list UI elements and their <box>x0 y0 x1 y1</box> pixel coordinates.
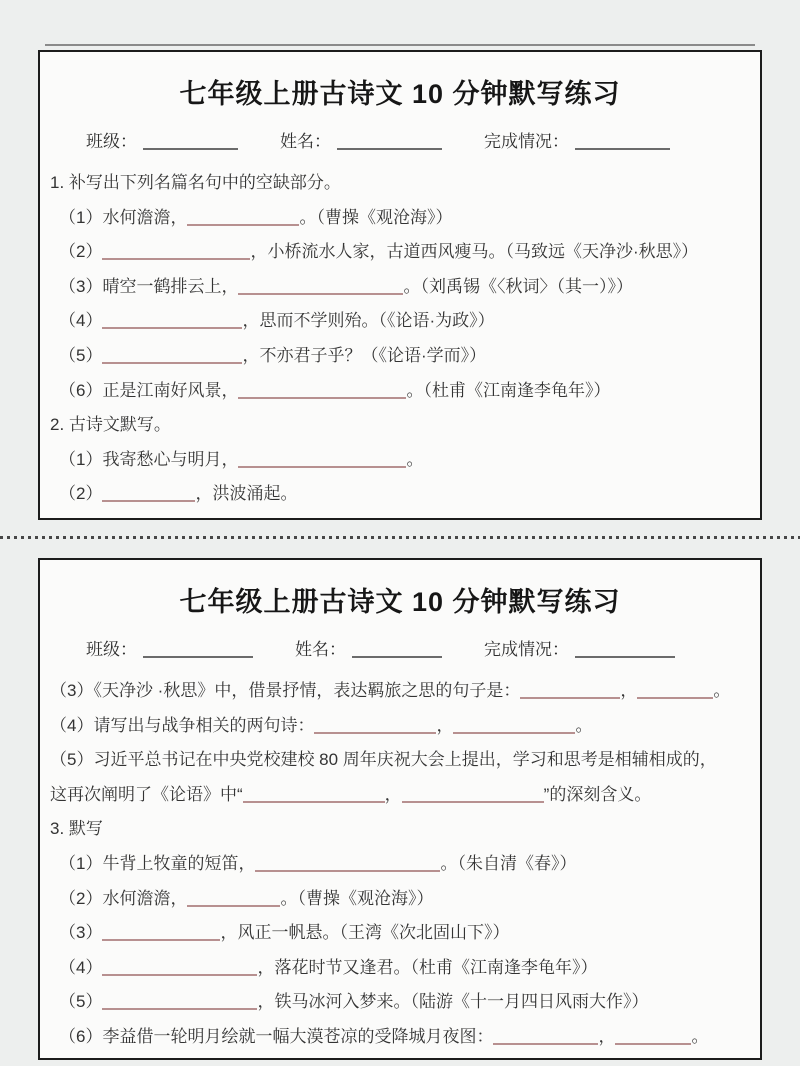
line-text: ”的深刻含义。 <box>543 784 652 804</box>
line-text: ， <box>436 715 454 735</box>
worksheet-panel-1 <box>38 50 762 520</box>
line-text: ，思而不学则殆。（《论语·为政》） <box>242 311 495 331</box>
line-text: （4） <box>59 311 103 331</box>
line-text: 3. 默写 <box>50 819 103 839</box>
question-line <box>50 443 752 478</box>
meta-blank[interactable] <box>575 639 675 658</box>
answer-blank[interactable] <box>493 1026 598 1045</box>
answer-blank[interactable] <box>187 888 280 907</box>
line-text: （1）水何澹澹， <box>59 207 188 227</box>
line-text: 。（曹操《观沧海》） <box>299 207 453 227</box>
question-line <box>50 812 752 847</box>
question-lines <box>40 152 760 512</box>
meta-blank[interactable] <box>352 639 442 658</box>
question-lines <box>40 660 760 1055</box>
dotted-divider <box>0 536 800 539</box>
question-line <box>50 1020 752 1055</box>
answer-blank[interactable] <box>453 715 575 734</box>
answer-blank[interactable] <box>243 784 385 803</box>
answer-blank[interactable] <box>314 715 436 734</box>
line-text: 。 <box>713 681 731 700</box>
meta-label: 姓名： <box>295 640 346 659</box>
question-line <box>50 951 752 986</box>
line-text: （2） <box>59 484 103 504</box>
meta-label: 完成情况： <box>484 640 569 659</box>
meta-field <box>280 127 442 152</box>
question-line <box>50 477 752 512</box>
question-line <box>50 985 752 1020</box>
line-text: （4） <box>59 957 103 977</box>
meta-blank[interactable] <box>575 131 670 150</box>
line-text: ，洪波涌起。 <box>195 484 298 504</box>
line-text: 。（朱自清《春》） <box>440 853 577 873</box>
line-text: （6）李益借一轮明月绘就一幅大漠苍凉的受降城月夜图： <box>59 1026 494 1046</box>
line-text: （2） <box>59 242 103 262</box>
question-line <box>50 270 752 305</box>
line-text: （6）正是江南好风景， <box>59 380 239 400</box>
meta-field <box>484 127 670 152</box>
answer-blank[interactable] <box>102 483 195 502</box>
line-text: （5）习近平总书记在中央党校建校 80 周年庆祝大会上提出，学习和思考是相辅相成的， <box>50 750 717 770</box>
meta-label: 班级： <box>86 132 137 151</box>
line-text: ， <box>598 1026 616 1046</box>
page-top-rule <box>45 44 755 46</box>
meta-field <box>86 127 238 152</box>
line-text: （3） <box>59 923 103 943</box>
answer-blank[interactable] <box>102 922 220 941</box>
question-line <box>50 339 752 374</box>
question-line <box>50 674 752 709</box>
sheet-title: 七年级上册古诗文 10 分钟默写练习 <box>179 587 621 617</box>
sheet-title: 七年级上册古诗文 10 分钟默写练习 <box>179 79 621 109</box>
answer-blank[interactable] <box>238 380 406 399</box>
line-text: 。（曹操《观沧海》） <box>280 888 434 908</box>
line-text: （5） <box>59 992 103 1012</box>
meta-field <box>295 635 442 660</box>
meta-row <box>40 619 760 660</box>
line-text: 。 <box>406 449 424 469</box>
meta-label: 班级： <box>86 640 137 659</box>
answer-blank[interactable] <box>637 680 713 699</box>
answer-blank[interactable] <box>102 991 257 1010</box>
answer-blank[interactable] <box>255 853 440 872</box>
line-text: 。（杜甫《江南逢李龟年》） <box>406 380 611 400</box>
meta-blank[interactable] <box>143 639 253 658</box>
meta-blank[interactable] <box>143 131 238 150</box>
worksheet-panel-2 <box>38 558 762 1060</box>
answer-blank[interactable] <box>238 449 406 468</box>
line-text: ，风正一帆悬。（王湾《次北固山下》） <box>220 923 510 943</box>
answer-blank[interactable] <box>102 241 250 260</box>
line-text: （3）《天净沙 ·秋思》中，借景抒情，表达羁旅之思的句子是： <box>50 681 521 700</box>
line-text: （2）水何澹澹， <box>59 888 188 908</box>
line-text: 。 <box>575 715 593 735</box>
line-text: （3）晴空一鹤排云上， <box>59 276 239 296</box>
line-text: ，不亦君子乎？（《论语·学而》） <box>242 345 487 365</box>
answer-blank[interactable] <box>615 1026 691 1045</box>
meta-blank[interactable] <box>337 131 442 150</box>
meta-label: 姓名： <box>280 132 331 151</box>
line-text: ，铁马冰河入梦来。（陆游《十一月四日风雨大作》） <box>257 992 649 1012</box>
line-text: （1）我寄愁心与明月， <box>59 449 239 469</box>
answer-blank[interactable] <box>187 207 299 226</box>
question-line <box>50 847 752 882</box>
answer-blank[interactable] <box>102 345 242 364</box>
question-line <box>50 743 752 778</box>
answer-blank[interactable] <box>102 310 242 329</box>
question-line <box>50 408 752 443</box>
answer-blank[interactable] <box>402 784 544 803</box>
line-text: （4）请写出与战争相关的两句诗： <box>50 715 315 735</box>
line-text: ，小桥流水人家，古道西风瘦马。（马致远《天净沙·秋思》） <box>250 242 699 262</box>
question-line <box>50 778 752 813</box>
answer-blank[interactable] <box>238 276 403 295</box>
answer-blank[interactable] <box>520 680 620 699</box>
line-text: 2. 古诗文默写。 <box>50 415 171 435</box>
line-text: ， <box>384 784 402 804</box>
question-line <box>50 201 752 236</box>
line-text: 这再次阐明了《论语》中“ <box>50 784 243 804</box>
meta-field <box>484 635 675 660</box>
question-line <box>50 304 752 339</box>
question-line <box>50 374 752 409</box>
meta-field <box>86 635 253 660</box>
line-text: （1）牛背上牧童的短笛， <box>59 853 256 873</box>
line-text: ， <box>620 681 638 700</box>
meta-label: 完成情况： <box>484 132 569 151</box>
question-line <box>50 166 752 201</box>
meta-row <box>40 111 760 152</box>
question-line <box>50 916 752 951</box>
line-text: 1. 补写出下列名篇名句中的空缺部分。 <box>50 173 341 192</box>
line-text: 。（刘禹锡《〈秋词〉（其一）》） <box>403 276 633 296</box>
question-line <box>50 709 752 744</box>
line-text: ，落花时节又逢君。（杜甫《江南逢李龟年》） <box>257 957 598 977</box>
answer-blank[interactable] <box>102 957 257 976</box>
line-text: （5） <box>59 345 103 365</box>
line-text: 。 <box>691 1026 709 1046</box>
question-line <box>50 882 752 917</box>
question-line <box>50 235 752 270</box>
